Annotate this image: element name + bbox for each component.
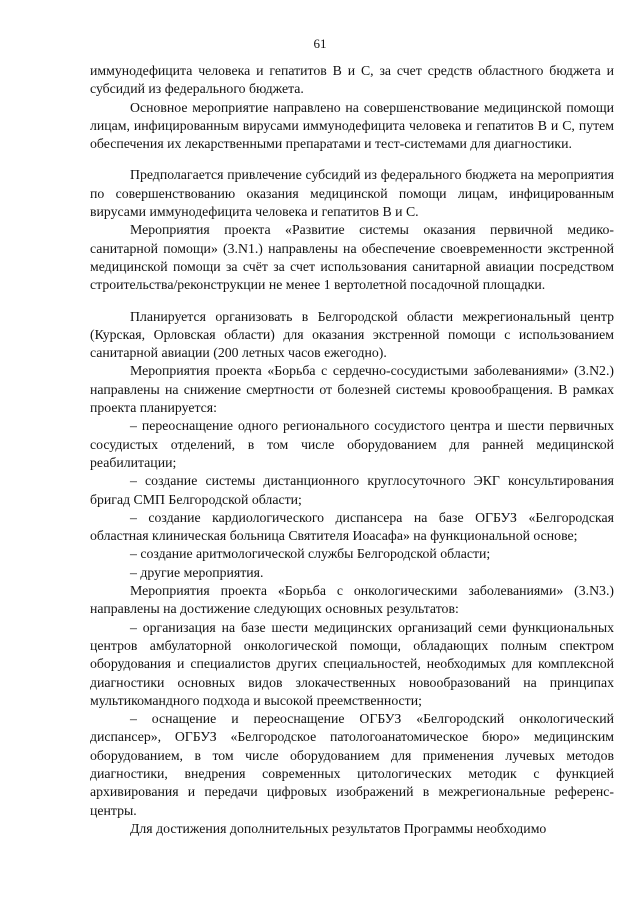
paragraph: Мероприятия проекта «Развитие системы оказания первичной медико-санитарной помощи» (3.N1.) направлены на обеспечение своевременности экстренной медицинской помощи за счёт за счет использования санитарной авиации посредством строительства/реконструкции не менее 1 вертолетной посадочной площадки. — [90, 222, 614, 293]
list-item: – создание кардиологического диспансера на базе ОГБУЗ «Белгородская областная клиническая больница Святителя Иоасафа» на функциональной основе; — [90, 509, 614, 544]
page-number: 61 — [313, 36, 327, 51]
paragraph: Основное мероприятие направлено на совершенствование медицинской помощи лицам, инфицированным вирусами иммунодефицита человека и гепатитов В и С, путем обеспечения их лекарственными препаратами и тест-системами для диагностики. — [90, 99, 614, 152]
paragraph: Для достижения дополнительных результатов Программы необходимо — [130, 820, 547, 836]
paragraph: иммунодефицита человека и гепатитов В и С, за счет средств областного бюджета и субсидий из федерального бюджета. — [90, 63, 614, 97]
paragraph: Предполагается привлечение субсидий из федерального бюджета на мероприятия по совершенствованию оказания медицинской помощи лицам, инфицированным вирусами иммунодефицита человека и гепатитов В и С. — [90, 167, 614, 220]
paragraph: Планируется организовать в Белгородской области межрегиональный центр (Курская, Орловская области) для оказания экстренной помощи с использованием санитарной авиации (200 летных часов ежегодно). — [90, 308, 614, 361]
paragraph: Мероприятия проекта «Борьба с сердечно-сосудистыми заболеваниями» (3.N2.) направлены на снижение смертности от болезней системы кровообращения. В рамках проекта планируется: — [90, 363, 614, 416]
list-item: – оснащение и переоснащение ОГБУЗ «Белгородский онкологический диспансер», ОГБУЗ «Белгородское патологоанатомическое бюро» медицинским оборудованием, в том числе оборудованием для применения лучевых методов диагностики, внедрения современных цитологических методик с функцией архивирования и передачи цифровых изображений в межрегиональные референс-центры. — [90, 711, 614, 818]
list-item: – создание аритмологической службы Белгородской области; — [130, 546, 491, 562]
list-item: – переоснащение одного регионального сосудистого центра и шести первичных сосудистых отделений, в том числе оборудованием для ранней медицинской реабилитации; — [90, 418, 614, 470]
body-text — [90, 62, 614, 838]
paragraph: Мероприятия проекта «Борьба с онкологическими заболеваниями» (3.N3.) направлены на достижение следующих основных результатов: — [90, 583, 614, 617]
list-item: – создание системы дистанционного круглосуточного ЭКГ консультирования бригад СМП Белгородской области; — [90, 473, 614, 507]
list-item: – организация на базе шести медицинских организаций семи функциональных центров амбулаторной онкологической помощи, обладающих полным спектром оборудования и специалистов других специальностей, необходимых для комплексной диагностики основных видов злокачественных новообразований на принципах мультикомандного подхода и высокой преемственности; — [90, 619, 614, 708]
list-item: – другие мероприятия. — [130, 564, 264, 580]
